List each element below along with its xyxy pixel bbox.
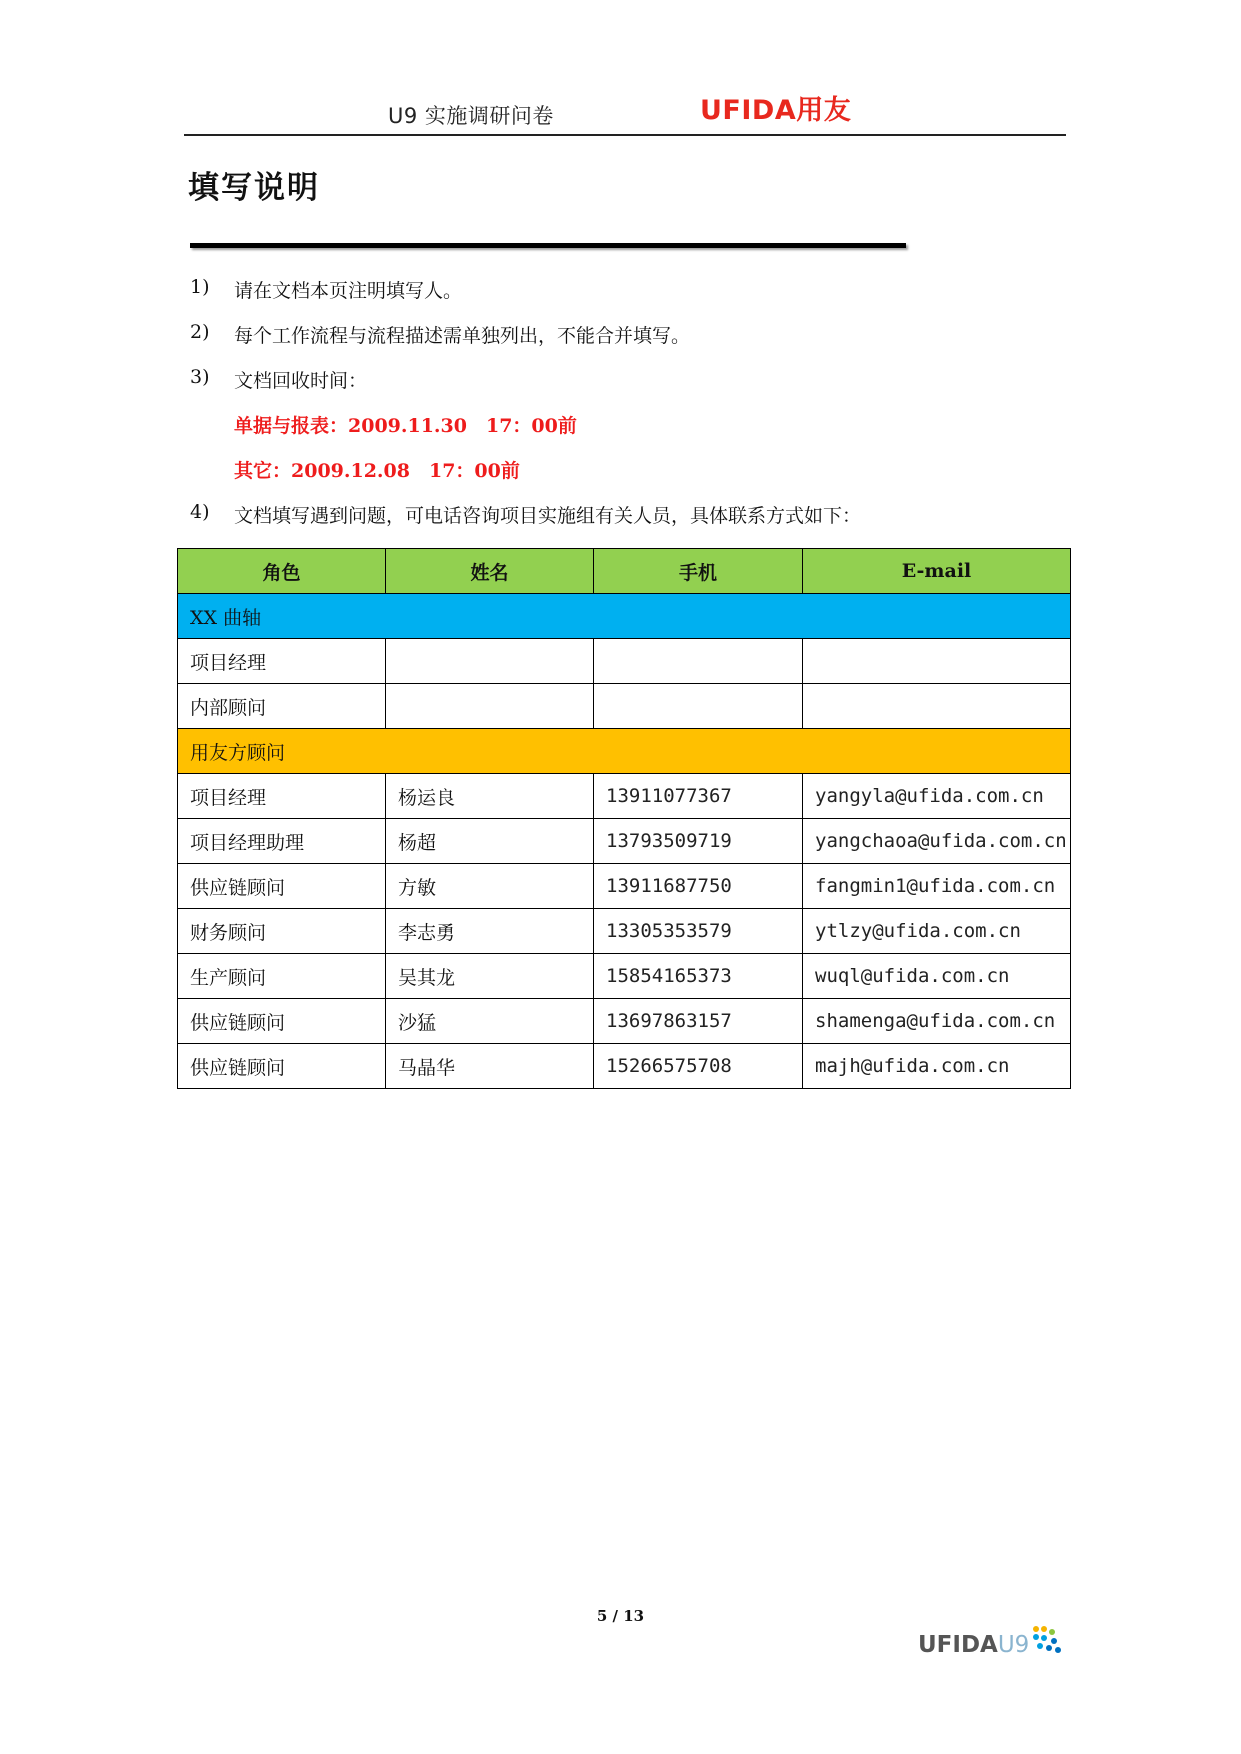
cell-phone: [594, 684, 803, 729]
cell-email: yangyla@ufida.com.cn: [803, 774, 1071, 819]
cell-email: [803, 639, 1071, 684]
deadline-other: 其它：2009.12.08 17：00前: [234, 460, 520, 482]
ufida-u9-logo: [918, 1632, 1029, 1658]
cell-phone: 15266575708: [594, 1044, 803, 1089]
table-row: [178, 954, 1071, 999]
table-row: [178, 819, 1071, 864]
table-header-row: [178, 549, 1071, 594]
footer-logo-u9: U9: [997, 1632, 1030, 1658]
footer-logo-text: UFIDA: [918, 1632, 998, 1658]
cell-name: [386, 639, 594, 684]
cell-role: 供应链顾问: [178, 864, 386, 909]
cell-email: shamenga@ufida.com.cn: [803, 999, 1071, 1044]
header-title: U9 实施调研问卷: [388, 104, 554, 128]
cell-phone: 13911077367: [594, 774, 803, 819]
cell-name: 杨运良: [386, 774, 594, 819]
table-row: [178, 774, 1071, 819]
cell-role: 内部顾问: [178, 684, 386, 729]
cell-role: 生产顾问: [178, 954, 386, 999]
ufida-logo: UFIDA用友: [700, 95, 852, 126]
cell-name: 杨超: [386, 819, 594, 864]
cell-email: fangmin1@ufida.com.cn: [803, 864, 1071, 909]
table-row: [178, 909, 1071, 954]
cell-role: 供应链顾问: [178, 999, 386, 1044]
cell-role: 项目经理: [178, 639, 386, 684]
cell-email: [803, 684, 1071, 729]
section-title: 填写说明: [188, 170, 320, 206]
title-underline-bar: [190, 243, 906, 248]
cell-name: 马晶华: [386, 1044, 594, 1089]
cell-phone: 13305353579: [594, 909, 803, 954]
instruction-text: 文档填写遇到问题，可电话咨询项目实施组有关人员，具体联系方式如下：: [234, 505, 862, 527]
group-row-client: [178, 594, 1071, 639]
deadline-documents: 单据与报表：2009.11.30 17：00前: [234, 415, 577, 437]
cell-role: 项目经理: [178, 774, 386, 819]
table-row: [178, 999, 1071, 1044]
cell-email: ytlzy@ufida.com.cn: [803, 909, 1071, 954]
cell-phone: 15854165373: [594, 954, 803, 999]
column-header-phone: 手机: [594, 549, 803, 594]
column-header-email: E-mail: [803, 549, 1071, 594]
cell-name: 吴其龙: [386, 954, 594, 999]
cell-name: [386, 684, 594, 729]
group-title: XX 曲轴: [178, 594, 1071, 639]
column-header-role: 角色: [178, 549, 386, 594]
table-row: [178, 864, 1071, 909]
table-row: [178, 1044, 1071, 1089]
cell-phone: 13793509719: [594, 819, 803, 864]
instruction-text: 文档回收时间：: [234, 370, 368, 392]
group-title: 用友方顾问: [178, 729, 1071, 774]
page-number: 5 / 13: [596, 1607, 645, 1625]
contact-table: [177, 548, 1071, 1089]
column-header-name: 姓名: [386, 549, 594, 594]
cell-name: 方敏: [386, 864, 594, 909]
cell-phone: 13911687750: [594, 864, 803, 909]
cell-name: 沙猛: [386, 999, 594, 1044]
instruction-number: 3): [190, 366, 210, 388]
cell-role: 供应链顾问: [178, 1044, 386, 1089]
cell-name: 李志勇: [386, 909, 594, 954]
instruction-text: 请在文档本页注明填写人。: [234, 280, 463, 302]
cell-phone: [594, 639, 803, 684]
cell-role: 项目经理助理: [178, 819, 386, 864]
instruction-number: 2): [190, 321, 210, 343]
instruction-number: 4): [190, 501, 210, 523]
table-row: [178, 639, 1071, 684]
cell-role: 财务顾问: [178, 909, 386, 954]
logo-dots-icon: [1030, 1624, 1062, 1658]
group-row-ufida: [178, 729, 1071, 774]
cell-email: wuql@ufida.com.cn: [803, 954, 1071, 999]
cell-phone: 13697863157: [594, 999, 803, 1044]
instruction-number: 1): [190, 276, 210, 298]
table-row: [178, 684, 1071, 729]
cell-email: majh@ufida.com.cn: [803, 1044, 1071, 1089]
instruction-text: 每个工作流程与流程描述需单独列出，不能合并填写。: [234, 325, 691, 347]
header-divider: [184, 134, 1066, 136]
cell-email: yangchaoa@ufida.com.cn: [803, 819, 1071, 864]
